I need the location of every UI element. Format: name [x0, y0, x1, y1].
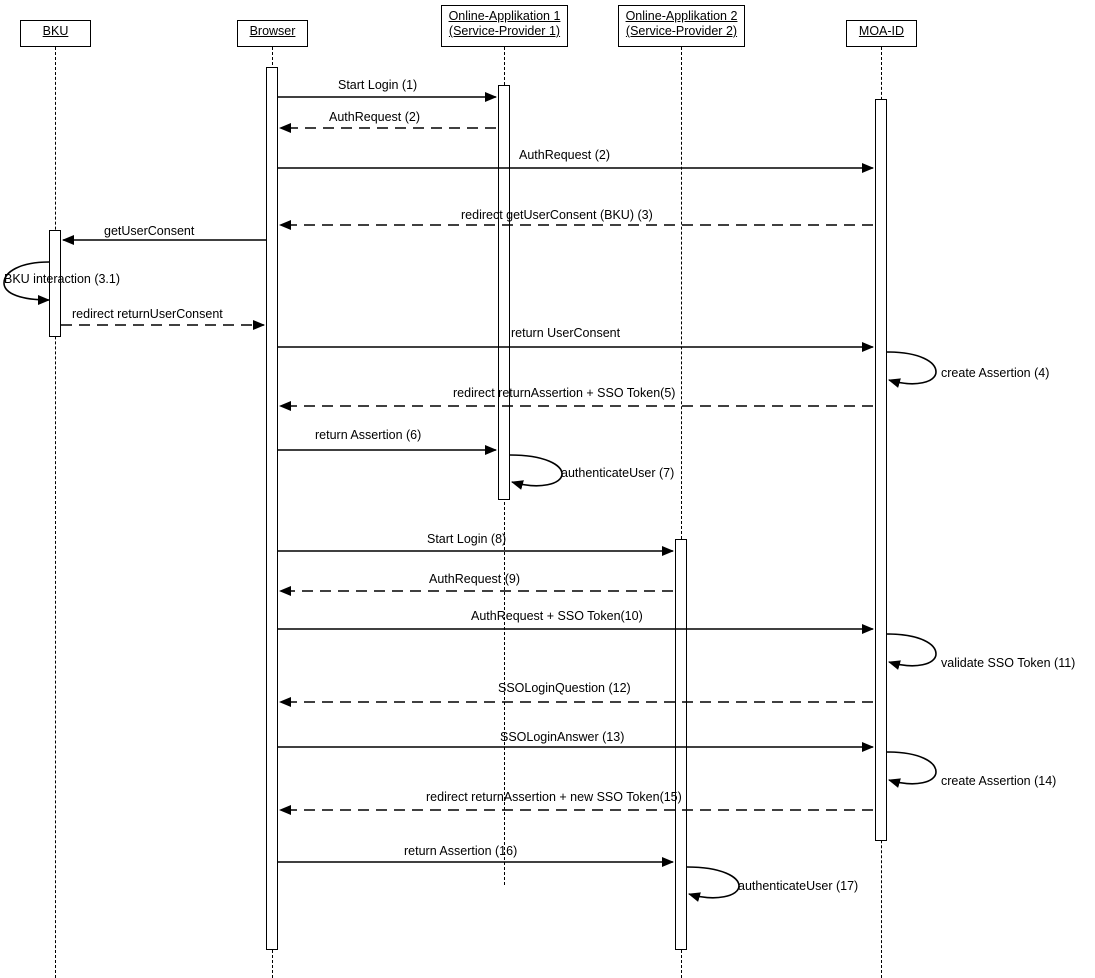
- message-label-bku-interaction: BKU interaction (3.1): [4, 272, 121, 286]
- message-label-redirect-returnuserconsent: redirect returnUserConsent: [72, 307, 223, 321]
- message-label-authrequest-2-b: AuthRequest (2): [519, 148, 611, 162]
- message-label-getuserconsent: getUserConsent: [104, 224, 195, 238]
- message-label-start-login-8: Start Login (8): [427, 532, 507, 546]
- activation-browser: [266, 67, 278, 950]
- lifeline-head-moa-id: [846, 20, 917, 47]
- message-label-authenticateuser-7: authenticateUser (7): [561, 466, 675, 480]
- message-label-redirect-returnassertion-sso-token: redirect returnAssertion + SSO Token(5): [453, 386, 676, 400]
- lifeline-line-bku: [55, 47, 56, 978]
- lifeline-label-line2: (Service-Provider 2): [625, 24, 738, 38]
- lifeline-label: Browser: [249, 24, 296, 38]
- message-label-return-assertion-16: return Assertion (16): [404, 844, 518, 858]
- message-label-authrequest-2-a: AuthRequest (2): [329, 110, 421, 124]
- message-label-validate-sso-token-11: validate SSO Token (11): [941, 656, 1076, 670]
- lifeline-label: MOA-ID: [858, 24, 905, 38]
- activation-oa2: [675, 539, 687, 950]
- message-label-authrequest-9: AuthRequest (9): [429, 572, 521, 586]
- lifeline-head-online-applikation-2: [618, 5, 745, 47]
- lifeline-head-bku: [20, 20, 91, 47]
- message-label-ssologinanswer-13: SSOLoginAnswer (13): [500, 730, 625, 744]
- message-label-create-assertion-14: create Assertion (14): [941, 774, 1057, 788]
- message-label-authrequest-sso-token-10: AuthRequest + SSO Token(10): [471, 609, 643, 623]
- lifeline-label: BKU: [42, 24, 69, 38]
- lifeline-label-line1: Online-Applikation 1: [448, 9, 561, 23]
- lifeline-label-line2: (Service-Provider 1): [448, 24, 561, 38]
- lifeline-head-online-applikation-1: [441, 5, 568, 47]
- activation-moaid: [875, 99, 887, 841]
- message-label-return-assertion-6: return Assertion (6): [315, 428, 422, 442]
- message-label-start-login-1: Start Login (1): [338, 78, 418, 92]
- lifeline-head-browser: [237, 20, 308, 47]
- message-label-redirect-getuserconsent: redirect getUserConsent (BKU) (3): [461, 208, 653, 222]
- lifeline-label-line1: Online-Applikation 2: [625, 9, 738, 23]
- message-label-ssologinquestion-12: SSOLoginQuestion (12): [498, 681, 631, 695]
- message-label-return-userconsent: return UserConsent: [511, 326, 621, 340]
- message-label-create-assertion-4: create Assertion (4): [941, 366, 1050, 380]
- message-label-authenticateuser-17: authenticateUser (17): [738, 879, 859, 893]
- message-label-redirect-returnassertion-new-sso-token: redirect returnAssertion + new SSO Token(15): [426, 790, 682, 804]
- activation-oa1: [498, 85, 510, 500]
